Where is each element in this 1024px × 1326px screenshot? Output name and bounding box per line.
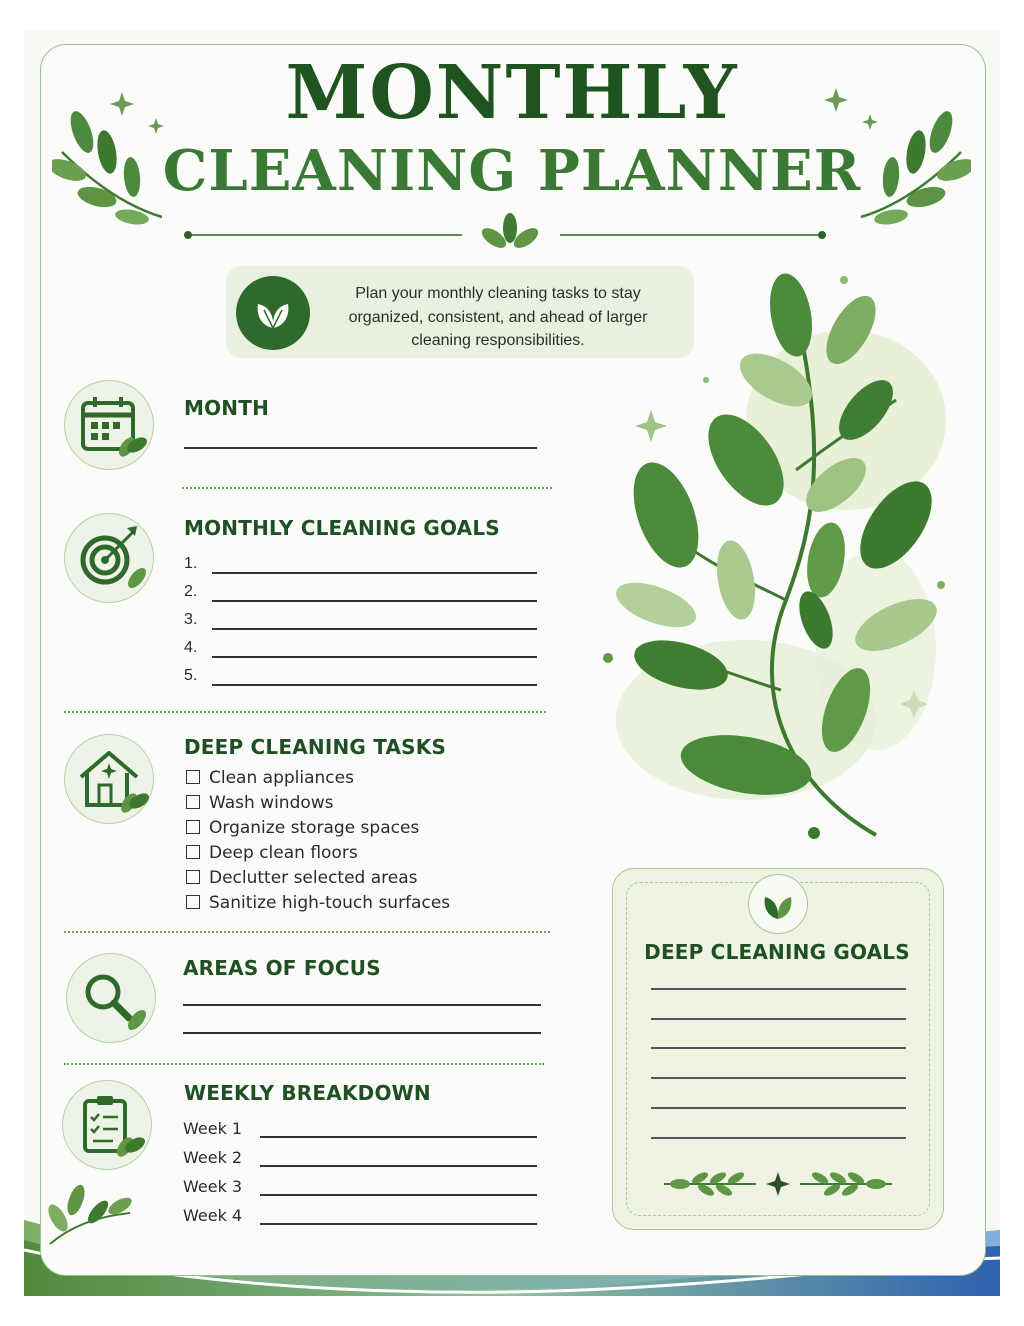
goal-line[interactable] (212, 684, 537, 686)
task-label: Clean appliances (209, 768, 354, 788)
focus-line[interactable] (183, 1032, 541, 1034)
goals-card-line[interactable] (651, 1077, 906, 1079)
calendar-icon (64, 380, 154, 470)
task-label: Organize storage spaces (209, 818, 420, 838)
goals-card-line[interactable] (651, 988, 906, 990)
title-line-1: MONTHLY (285, 50, 739, 136)
sparkle-icon (824, 88, 884, 138)
clipboard-icon (62, 1080, 152, 1170)
sparkle-icon (110, 92, 170, 142)
week-label: Week 1 (183, 1119, 243, 1138)
goal-number: 4. (184, 639, 198, 656)
section-divider (182, 487, 552, 489)
goals-title: MONTHLY CLEANING GOALS (184, 516, 500, 540)
task-label: Wash windows (209, 793, 334, 813)
focus-title: AREAS OF FOCUS (183, 956, 381, 980)
plant-illustration (596, 270, 956, 850)
leaf-sprig-icon (40, 1178, 140, 1248)
leaf-icon (748, 874, 808, 934)
goal-number: 3. (184, 611, 198, 628)
goals-card-divider (660, 1166, 896, 1202)
intro-text: Plan your monthly cleaning tasks to stay organized, consistent, and ahead of larger cleaning responsibilities. (348, 285, 648, 349)
target-icon (64, 513, 154, 603)
checkbox[interactable] (186, 770, 200, 784)
task-label: Deep clean floors (209, 843, 358, 863)
house-icon (64, 734, 154, 824)
task-label: Sanitize high-touch surfaces (209, 893, 451, 913)
task-item[interactable] (186, 868, 418, 888)
week-label: Week 2 (183, 1148, 243, 1167)
magnifier-icon (66, 953, 156, 1043)
deep-tasks-title: DEEP CLEANING TASKS (184, 735, 447, 759)
checkbox[interactable] (186, 870, 200, 884)
goal-line[interactable] (212, 572, 537, 574)
focus-line[interactable] (183, 1004, 541, 1006)
week-line[interactable] (260, 1223, 537, 1225)
goals-card-line[interactable] (651, 1137, 906, 1139)
task-item[interactable] (186, 843, 358, 863)
goal-line[interactable] (212, 600, 537, 602)
goal-line[interactable] (212, 628, 537, 630)
section-divider (64, 931, 550, 933)
goals-card-line[interactable] (651, 1047, 906, 1049)
title-divider (180, 212, 830, 256)
goal-line[interactable] (212, 656, 537, 658)
task-item[interactable] (186, 768, 354, 788)
goal-number: 2. (184, 583, 198, 600)
title-line-2: CLEANING PLANNER (162, 138, 862, 204)
task-item[interactable] (186, 818, 419, 838)
goal-number: 5. (184, 667, 198, 684)
month-input-line[interactable] (184, 447, 537, 449)
week-line[interactable] (260, 1136, 537, 1138)
weekly-title: WEEKLY BREAKDOWN (184, 1081, 431, 1105)
task-item[interactable] (186, 893, 450, 913)
month-title: MONTH (184, 396, 270, 420)
task-item[interactable] (186, 793, 334, 813)
section-divider (64, 711, 546, 713)
goals-card-line[interactable] (651, 1107, 906, 1109)
week-label: Week 3 (183, 1177, 243, 1196)
goals-card-line[interactable] (651, 1018, 906, 1020)
checkbox[interactable] (186, 795, 200, 809)
section-divider (64, 1063, 544, 1065)
goals-card-title: DEEP CLEANING GOALS (644, 940, 910, 964)
week-label: Week 4 (183, 1206, 243, 1225)
week-line[interactable] (260, 1194, 537, 1196)
task-label: Declutter selected areas (209, 868, 418, 888)
leaf-icon (236, 276, 310, 350)
checkbox[interactable] (186, 895, 200, 909)
week-line[interactable] (260, 1165, 537, 1167)
checkbox[interactable] (186, 845, 200, 859)
goal-number: 1. (184, 555, 198, 572)
checkbox[interactable] (186, 820, 200, 834)
